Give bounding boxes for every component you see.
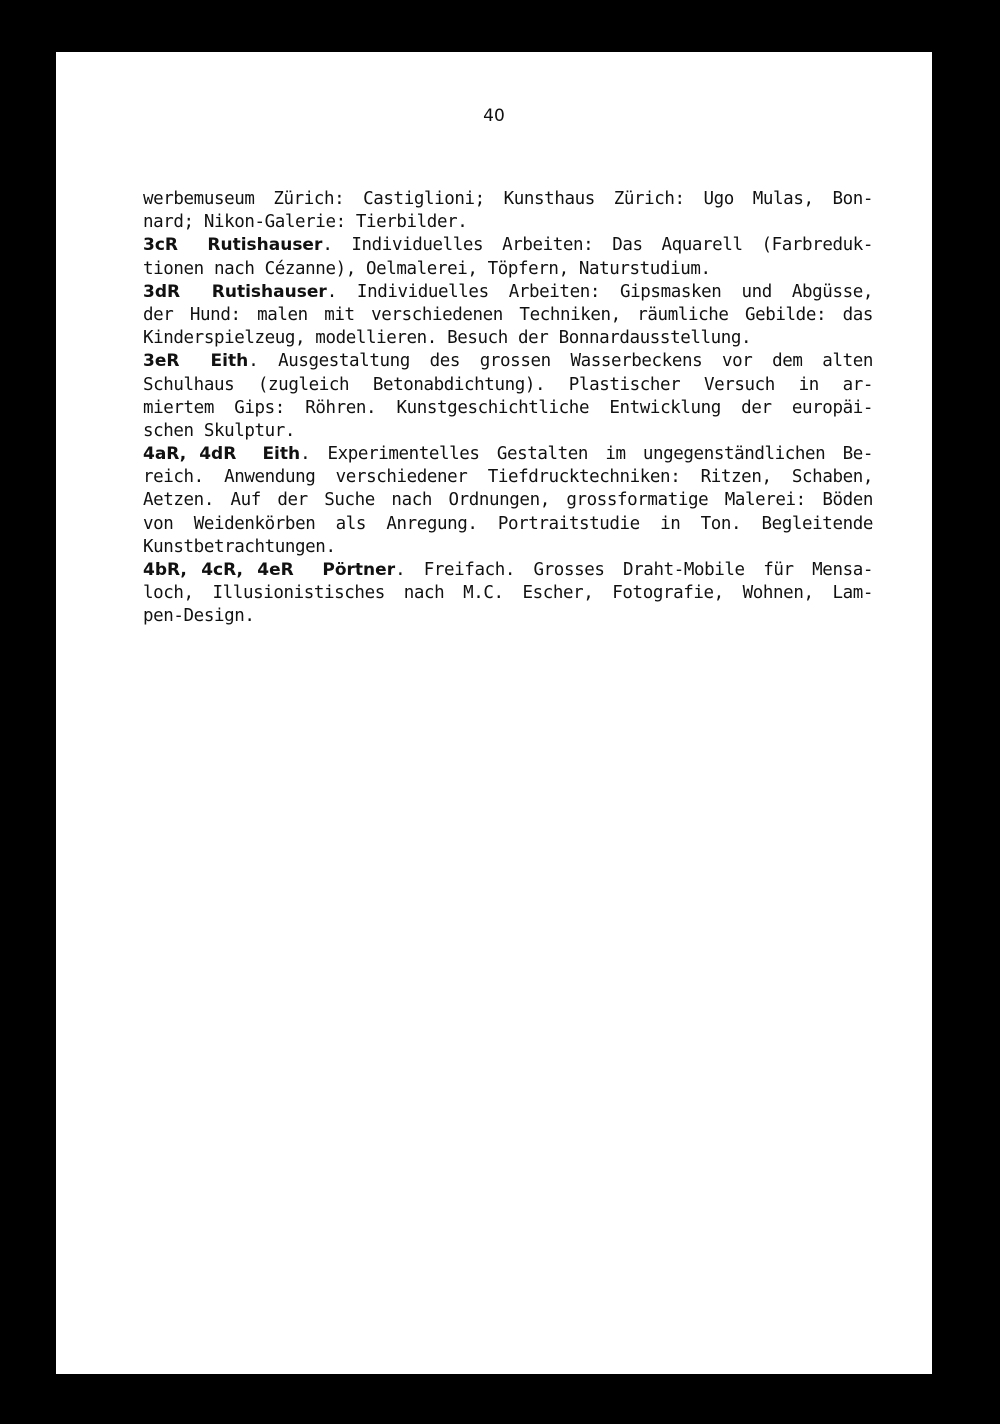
text-run: . Individuelles Arbeiten: Das Aquarell (Farbreduk- xyxy=(322,235,873,256)
text-line xyxy=(143,443,873,466)
text-line xyxy=(143,327,873,350)
section-keyword: 3dR xyxy=(143,281,212,302)
text-line xyxy=(143,374,873,397)
document-page xyxy=(56,52,932,1374)
text-run: Schulhaus (zugleich Betonabdichtung). Plastischer Versuch in ar- xyxy=(143,374,873,395)
text-run: nard; Nikon-Galerie: Tierbilder. xyxy=(143,212,468,233)
text-run: schen Skulptur. xyxy=(143,420,296,441)
section-keyword: 4bR, 4cR, 4eR xyxy=(143,560,323,580)
text-line xyxy=(143,559,873,582)
text-run: loch, Illusionistisches nach M.C. Escher, Fotografie, Wohnen, Lam- xyxy=(143,583,873,604)
page-number: 40 xyxy=(483,106,505,126)
text-run: . Freifach. Grosses Draht-Mobile für Mensa- xyxy=(395,560,873,580)
document-body xyxy=(143,188,873,629)
section-keyword: 3cR xyxy=(143,235,208,256)
section-keyword: Rutishauser xyxy=(207,235,323,256)
text-run: Kunstbetrachtungen. xyxy=(143,536,336,557)
text-run: Aetzen. Auf der Suche nach Ordnungen, grossformatige Malerei: Böden xyxy=(143,490,873,511)
text-line xyxy=(143,234,873,257)
text-run: miertem Gips: Röhren. Kunstgeschichtliche Entwicklung der europäi- xyxy=(143,397,873,418)
section-keyword: Eith xyxy=(210,351,249,372)
text-run: pen-Design. xyxy=(143,606,255,627)
text-line xyxy=(143,605,873,628)
text-line xyxy=(143,489,873,512)
text-run: von Weidenkörben als Anregung. Portraitstudie in Ton. Begleitende xyxy=(143,513,873,534)
text-line xyxy=(143,582,873,605)
text-line xyxy=(143,536,873,559)
text-run: . Ausgestaltung des grossen Wasserbeckens vor dem alten xyxy=(248,351,873,372)
text-run: Kinderspielzeug, modellieren. Besuch der Bonnardausstellung. xyxy=(143,328,752,349)
text-line xyxy=(143,281,873,304)
section-keyword: Eith xyxy=(262,444,301,465)
section-keyword: 4aR, 4dR xyxy=(143,444,263,465)
text-run: reich. Anwendung verschiedener Tiefdrucktechniken: Ritzen, Schaben, xyxy=(143,467,873,488)
text-line xyxy=(143,188,873,211)
text-line xyxy=(143,350,873,373)
section-keyword: Rutishauser xyxy=(211,281,327,302)
text-line xyxy=(143,258,873,281)
text-line xyxy=(143,466,873,489)
section-keyword: Pörtner xyxy=(322,560,396,580)
text-run: . Experimentelles Gestalten im ungegenständlichen Be- xyxy=(300,444,874,465)
text-line xyxy=(143,420,873,443)
text-run: der Hund: malen mit verschiedenen Techniken, räumliche Gebilde: das xyxy=(143,304,873,325)
text-line xyxy=(143,513,873,536)
text-run: tionen nach Cézanne), Oelmalerei, Töpfern, Naturstudium. xyxy=(143,258,711,279)
text-run: . Individuelles Arbeiten: Gipsmasken und Abgüsse, xyxy=(326,281,873,302)
text-line xyxy=(143,304,873,327)
text-run: werbemuseum Zürich: Castiglioni; Kunsthaus Zürich: Ugo Mulas, Bon- xyxy=(143,189,873,209)
section-keyword: 3eR xyxy=(143,351,211,372)
text-line xyxy=(143,397,873,420)
text-line xyxy=(143,211,873,234)
